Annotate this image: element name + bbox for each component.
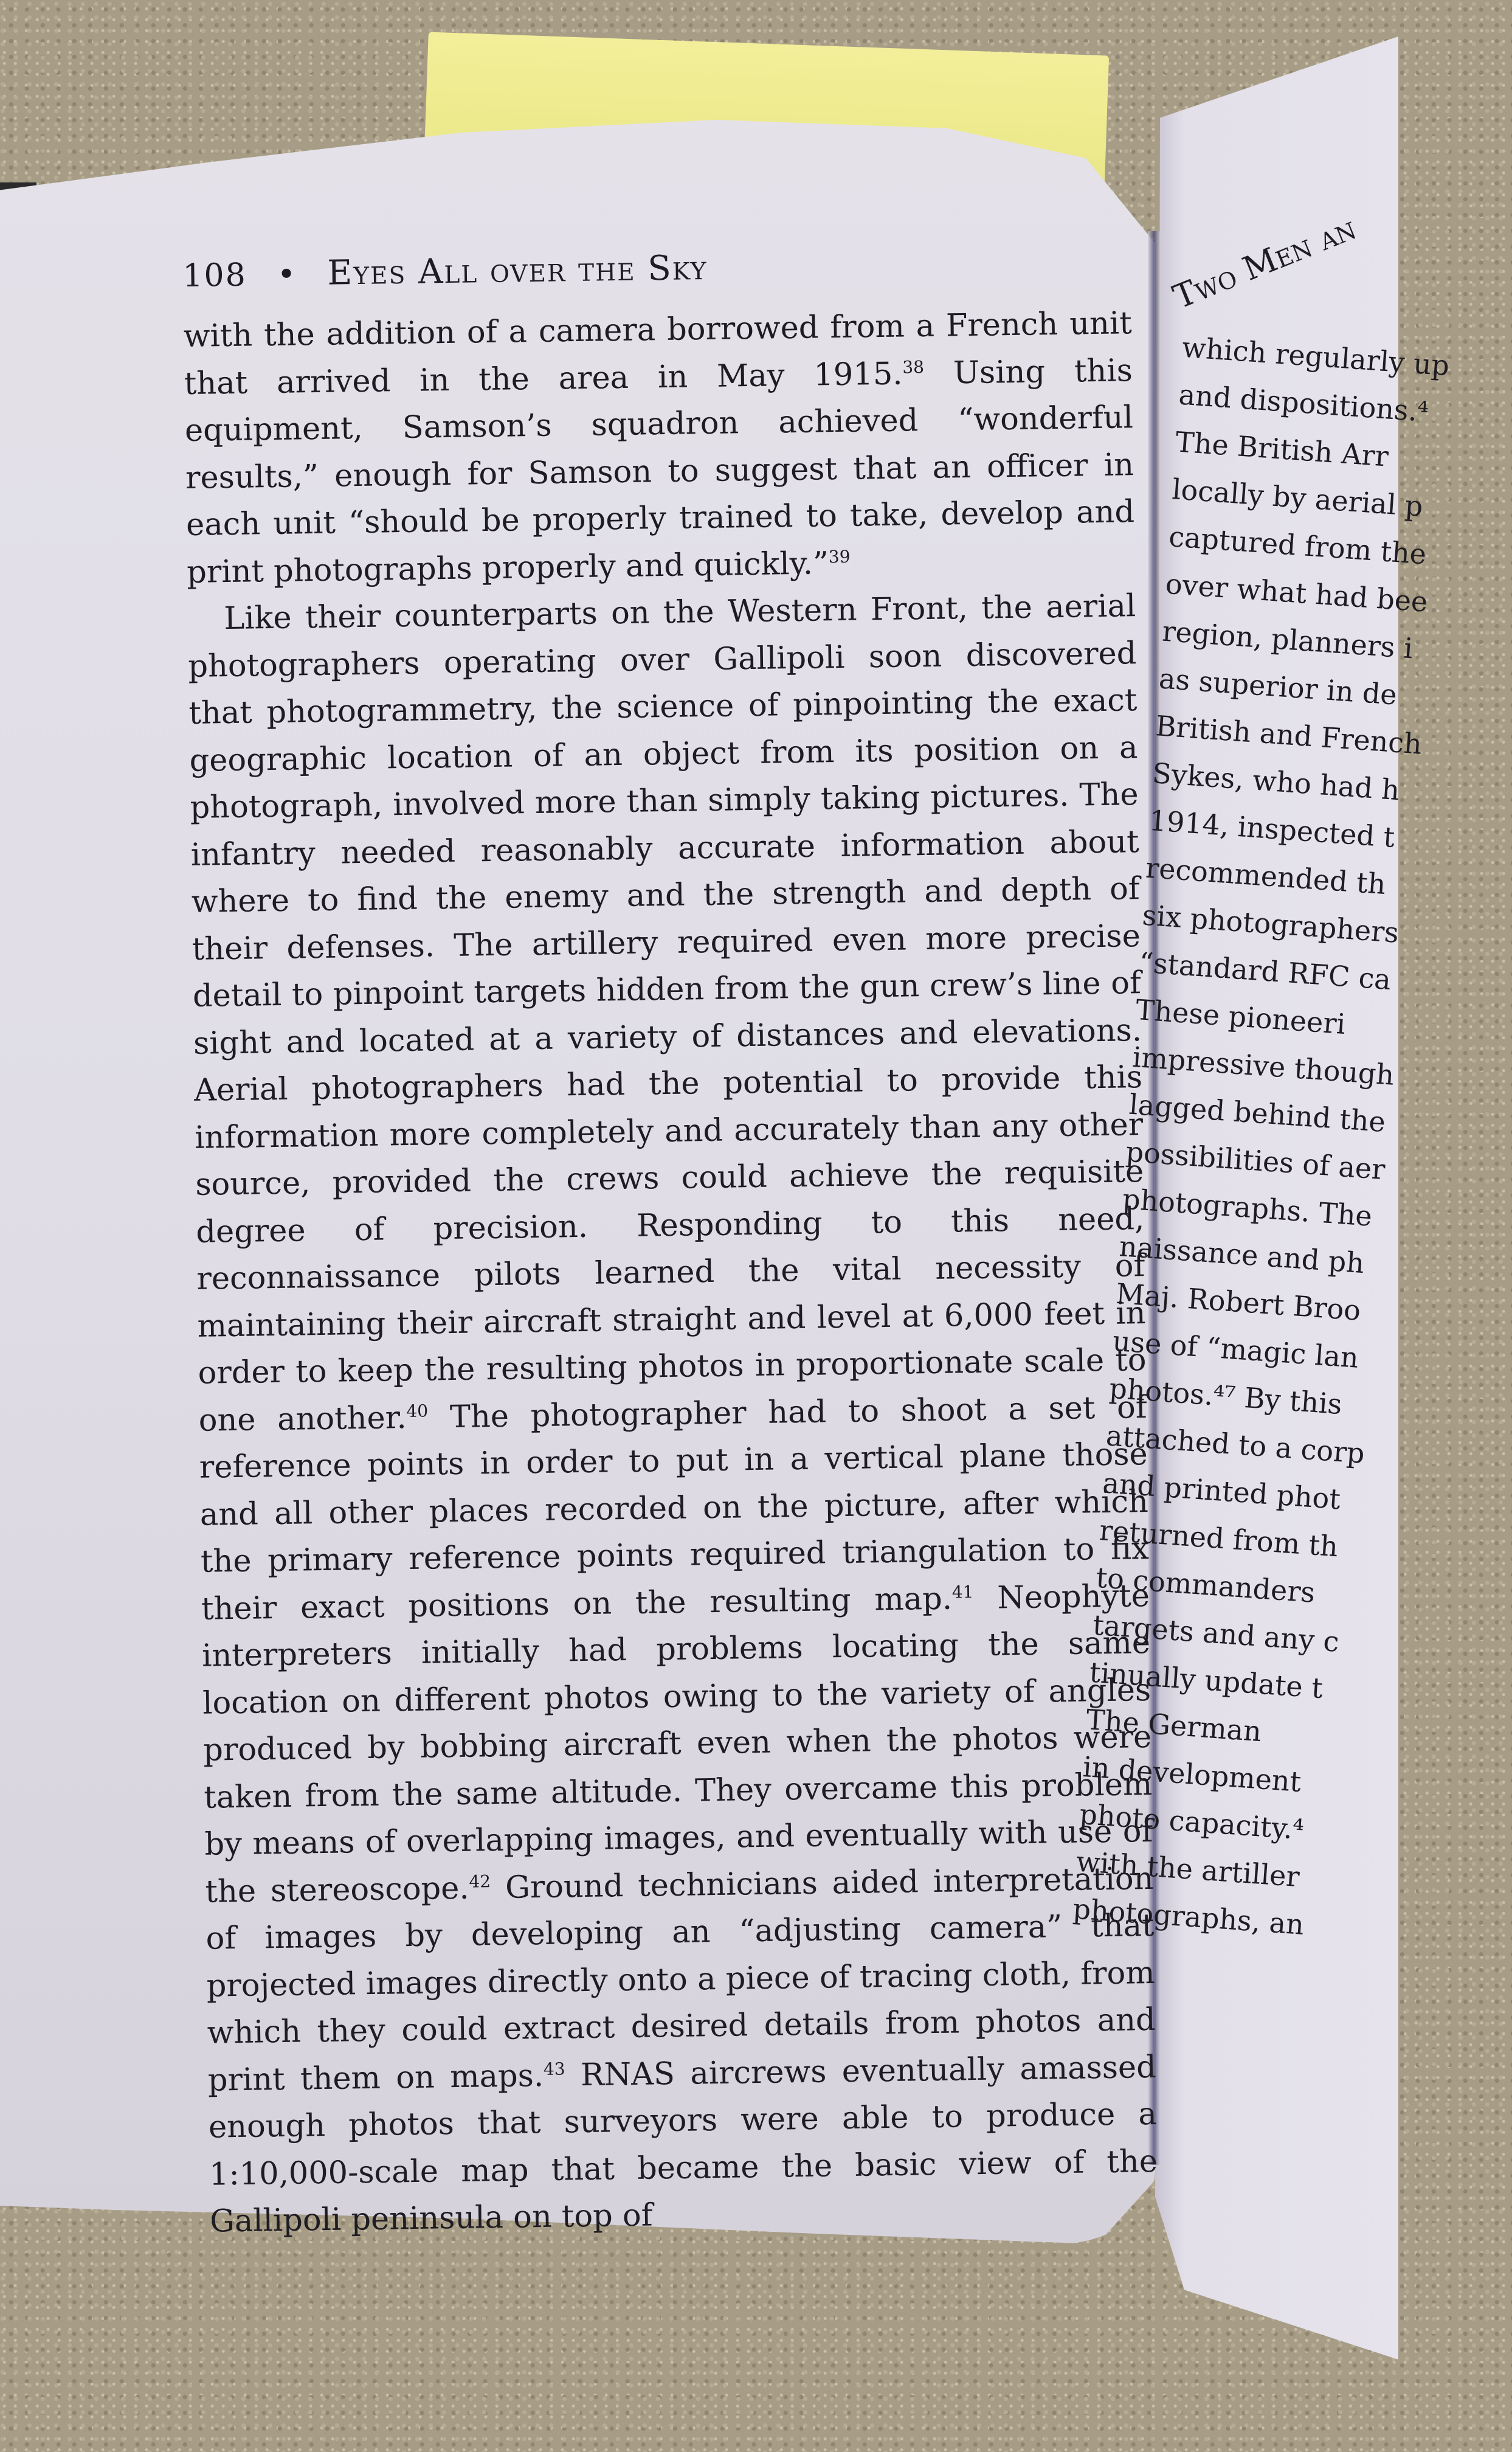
right-text-line: use of “magic lan bbox=[1111, 1324, 1360, 1374]
text-run: RNAS aircrews eventually amassed enough photos that surveyors were able to produce a 1:10,000-scale map that became the basic view of the Gallipoli peninsula on top of bbox=[208, 2049, 1158, 2240]
right-text-line: attached to a corp bbox=[1105, 1419, 1366, 1470]
right-text-line: as superior in de bbox=[1158, 662, 1398, 712]
right-text-line: photographs, an bbox=[1072, 1892, 1305, 1941]
text-run: The photographer had to shoot a set of reference points in order to put in a vertical plane those and all other places recorded on the picture, after which the primary reference points required triangulation to fix their exact positions on the resulting map. bbox=[199, 1389, 1150, 1627]
right-text-line: The German bbox=[1085, 1703, 1263, 1748]
right-running-head: Two Men an bbox=[1167, 208, 1361, 317]
footnote-marker: 38 bbox=[902, 356, 925, 377]
text-run: Like their counterparts on the Western Front, the aerial photographers operating over Gallipoli soon discovered that photogrammetry, the science of pinpointing the exact geographic location of an object from its position on a photograph, involved more than simply taking pictures. The infantry needed reasonably accurate information about where to find the enemy and the strength and depth of their defenses. The artillery required even more precise detail to pinpoint targets hidden from the gun crew’s line of sight and located at a variety of distances and elevations. Aerial photographers had the potential to provide this information more completely and accurately than any other source, provided the crews could achieve the requisite degree of precision. Responding to this need, reconnaissance pilots learned the vital necessity of maintaining their aircraft straight and level at 6,000 feet in order to keep the resulting photos in proportionate scale to one another. bbox=[188, 588, 1147, 1439]
right-text-line: impressive though bbox=[1131, 1040, 1395, 1092]
header-bullet: • bbox=[277, 256, 297, 293]
text-run: Using this equipment, Samson’s squadron achieved “wonderful results,” enough for Samson to suggest that an officer in each unit “should be properly trained to take, develop and print photographs properly and quickly.” bbox=[184, 352, 1135, 590]
left-page-text bbox=[182, 242, 1159, 2245]
right-text-line: “standard RFC ca bbox=[1137, 946, 1392, 997]
right-text-line: British and French bbox=[1155, 709, 1423, 761]
text-run: with the addition of a camera borrowed from a French unit that arrived in the area in May 1915. bbox=[183, 305, 1133, 402]
footnote-marker: 41 bbox=[951, 1581, 974, 1602]
right-text-line: which regularly up bbox=[1181, 330, 1451, 383]
running-head: Eyes All over the Sky bbox=[326, 248, 708, 293]
page-number: 108 bbox=[182, 257, 247, 294]
right-text-line: photographs. The bbox=[1121, 1182, 1373, 1233]
footnote-marker: 39 bbox=[828, 546, 851, 567]
right-text-line: targets and any c bbox=[1091, 1608, 1341, 1658]
right-text-line: lagged behind the bbox=[1128, 1087, 1387, 1138]
text-run: Neophyte interpreters initially had problems locating the same location on different photos owing to the variety of angles produced by bobbing aircraft even when the photos were taken from the same altitude. They overcame this problem by means of overlapping images, and eventually with use of the stereoscope. bbox=[201, 1578, 1153, 1910]
right-text-line: photos.⁴⁷ By this bbox=[1108, 1371, 1344, 1421]
footnote-marker: 43 bbox=[543, 2059, 565, 2079]
right-text-line: over what had bee bbox=[1164, 567, 1429, 618]
right-text-line: 1914, inspected t bbox=[1148, 803, 1396, 854]
right-text-line: region, planners i bbox=[1161, 614, 1414, 665]
body-text bbox=[183, 300, 1158, 2245]
right-text-line: returned from th bbox=[1098, 1513, 1339, 1564]
right-text-line: possibilities of aer bbox=[1125, 1135, 1387, 1186]
right-text-line: with the artiller bbox=[1075, 1844, 1301, 1894]
paragraph bbox=[183, 300, 1135, 596]
right-text-line: tinually update t bbox=[1088, 1655, 1324, 1705]
footnote-marker: 42 bbox=[469, 1871, 491, 1892]
right-text-line: These pioneeri bbox=[1134, 993, 1347, 1041]
right-text-line: in development bbox=[1082, 1750, 1302, 1798]
right-text-line: The British Arr bbox=[1174, 425, 1390, 473]
right-text-line: recommended th bbox=[1144, 851, 1387, 901]
right-text-line: to commanders bbox=[1095, 1560, 1316, 1609]
right-text-line: naissance and ph bbox=[1118, 1230, 1365, 1280]
right-text-line: six photographers bbox=[1141, 898, 1400, 949]
footnote-marker: 40 bbox=[406, 1401, 429, 1421]
right-text-line: photo capacity.⁴ bbox=[1078, 1797, 1305, 1846]
text-run: Ground technicians aided interpretation of images by developing an “adjusting camera” that projected images directly onto a piece of tracing cloth, from which they could extract desired details from photos and print them on maps. bbox=[205, 1860, 1156, 2099]
paragraph bbox=[187, 583, 1159, 2245]
right-text-line: and dispositions.⁴ bbox=[1178, 378, 1430, 429]
right-text-line: Sykes, who had h bbox=[1151, 756, 1401, 807]
right-text-line: locally by aerial p bbox=[1171, 473, 1424, 523]
right-text-line: and printed phot bbox=[1101, 1466, 1342, 1516]
right-text-line: Maj. Robert Broo bbox=[1114, 1276, 1362, 1327]
right-text-line: captured from the bbox=[1167, 519, 1427, 571]
